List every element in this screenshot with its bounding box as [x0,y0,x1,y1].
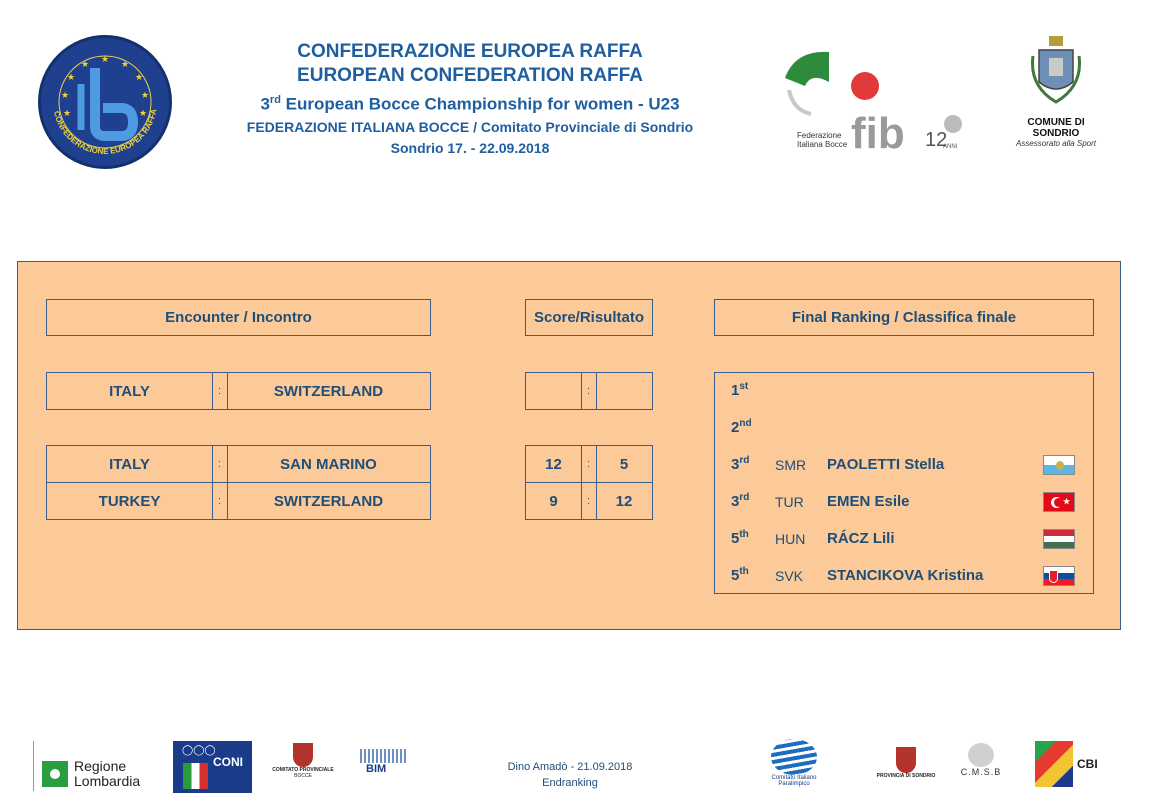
rank-position: 3rd [731,492,750,510]
cer-logo-text: CONFEDERAZIONE EUROPEA RAFFA [51,108,159,157]
final-encounter [46,372,431,410]
san-marino-flag-icon [1043,455,1075,475]
olympic-rings-icon: ◯◯◯ [182,745,216,756]
bim-logo [352,749,410,789]
semi1-home-team: ITALY [109,455,150,473]
comune-sondrio-logo [1008,36,1104,146]
svg-text:★: ★ [62,108,72,118]
rank-country-code: TUR [775,494,804,510]
semi2-home-score: 9 [549,492,558,510]
cmsb-text: C.M.S.B [960,767,1002,777]
ranking-row-4 [715,488,1093,512]
svg-text:★: ★ [60,90,70,100]
fib-word: fib [851,109,905,150]
footer-doc-name: Endranking [542,777,598,789]
final-home-score [526,373,581,409]
ranking-row-2 [715,414,1093,438]
fib-text-1: Federazione [797,131,842,140]
regione-text: Regione [74,758,127,774]
cer-logo [38,35,172,169]
final-score [525,372,653,410]
semi1-colon: : [217,458,222,470]
comune-sub: Assessorato alla Sport [1015,139,1097,148]
svg-text:★: ★ [80,59,90,69]
rank-player-name: STANCIKOVA Kristina [827,567,984,584]
score-heading: Score/Risultato [525,299,653,336]
cmsb-logo [955,743,1007,789]
ranking-row-6 [715,562,1093,586]
encounter-heading: Encounter / Incontro [46,299,431,336]
comitato-text: COMITATO PROVINCIALE [272,767,334,773]
ranking-heading: Final Ranking / Classifica finale [714,299,1094,336]
footer-sponsors [0,735,1149,795]
footer-info [490,759,650,791]
comitato-crest-icon [293,743,313,767]
final-colon: : [217,385,222,397]
final-score-colon: : [586,385,591,397]
ranking-row-1 [715,377,1093,401]
semi2-home-team: TURKEY [98,492,161,510]
header-line-4: FEDERAZIONE ITALIANA BOCCE / Comitato Provinciale di Sondrio [246,118,694,135]
rank-position: 5th [731,566,749,584]
semi2-away-team: SWITZERLAND [273,492,384,510]
semifinal-scores [525,445,653,520]
provincia-text: PROVINCIA DI SONDRIO [876,773,936,779]
header-line-1: CONFEDERAZIONE EUROPEA RAFFA [297,41,643,62]
rank-player-name: RÁCZ Lili [827,530,895,547]
sondrio-crest-icon [1029,36,1083,108]
svg-text:★: ★ [138,108,148,118]
ranking-list [714,372,1094,594]
coni-logo [173,741,252,793]
anni-text: ANNI [943,144,958,150]
comitato-sub-text: BOCCE [294,773,312,779]
semi2-score-colon: : [586,495,591,507]
svg-text:★: ★ [140,90,150,100]
paralimpico-text: Comitato Italiano Paralimpico [771,775,817,787]
semi1-away-score: 5 [619,455,629,473]
semi1-score-colon: : [586,458,591,470]
semi1-away-team: SAN MARINO [280,455,377,473]
comitato-provinciale-logo [272,743,334,793]
semi1-home-score: 12 [545,455,562,473]
header-line-3: 3rd European Bocce Championship for women - U23 [260,94,680,114]
results-panel [17,261,1121,630]
coni-text: CONI [213,755,243,769]
rank-country-code: SMR [775,457,807,473]
ranking-row-3 [715,451,1093,475]
lombardia-text: Lombardia [74,773,141,789]
fib-logo [785,50,970,150]
header-line-5: Sondrio 17. - 22.09.2018 [390,139,550,156]
rank-player-name: EMEN Esile [827,493,910,510]
final-away-score [596,373,652,409]
cbi-logo [1035,741,1109,791]
provincia-sondrio-logo [876,747,936,793]
ranking-row-5 [715,525,1093,549]
semifinal-encounters [46,445,431,520]
paralimpico-logo [760,739,828,793]
svg-text:12: 12 [925,129,948,150]
paralimpico-globe-icon [771,739,817,775]
svg-text:★: ★ [100,54,110,64]
provincia-crest-icon [896,747,916,773]
cbi-mosaic-icon [1035,741,1073,787]
hungary-flag-icon [1043,529,1075,549]
svg-text:CONFEDERAZIONE EUROPEA RAFFA [52,108,159,156]
svg-text:★: ★ [66,72,76,82]
slovakia-flag-icon [1043,566,1075,586]
svg-text:★: ★ [120,59,130,69]
rank-position: 1st [731,381,749,399]
svg-text:★: ★ [134,72,144,82]
final-home-team: ITALY [109,382,150,400]
rank-position: 5th [731,529,749,547]
header-title-block [190,40,750,159]
semi2-colon: : [217,495,222,507]
header-line-2: EUROPEAN CONFEDERATION RAFFA [297,65,643,86]
cbi-text: CBI [1077,757,1098,771]
footer-author: Dino Amadò - 21.09.2018 [507,761,633,773]
fib-text-2: Italiana Bocce [797,140,848,149]
turkey-flag-icon: ★ [1043,492,1075,512]
rank-country-code: SVK [775,568,804,584]
regione-lombardia-logo [33,741,165,791]
cmsb-ball-icon [968,743,994,767]
comune-name: COMUNE DI SONDRIO [1027,117,1085,139]
rank-position: 2nd [731,418,752,436]
lombardia-rose-icon [42,761,68,787]
bim-text: BIM [366,763,387,775]
rank-player-name: PAOLETTI Stella [827,456,945,473]
final-away-team: SWITZERLAND [273,382,384,400]
rank-position: 3rd [731,455,750,473]
semi2-away-score: 12 [615,492,633,510]
rank-country-code: HUN [775,531,806,547]
